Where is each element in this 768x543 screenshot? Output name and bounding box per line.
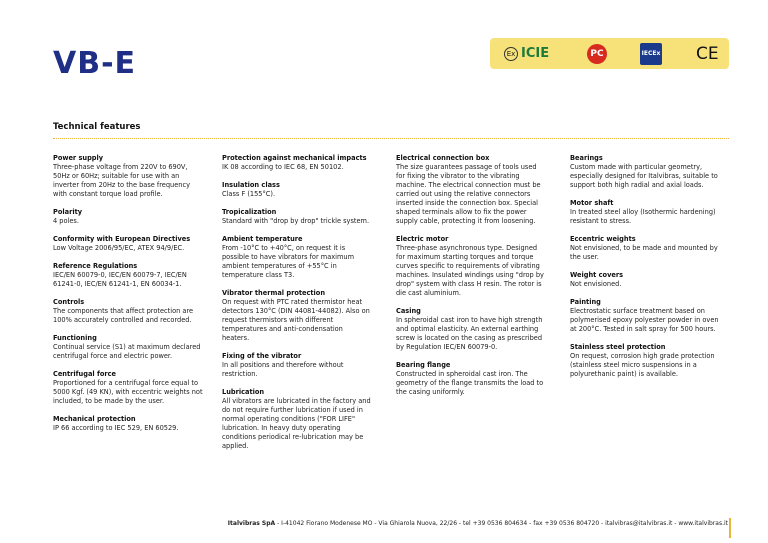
feature-text: The components that affect protection are 100% accurately controlled and recorded. xyxy=(53,307,194,324)
ex-icon: Ex xyxy=(504,47,518,61)
footer-company: Italvibras SpA xyxy=(227,520,276,527)
footer xyxy=(228,520,728,527)
feature-text: From -10°C to +40°C, on request it is possible to have vibrators for maximum ambient temperatures of +55°C in temperature class T3. xyxy=(222,244,355,279)
feature-item xyxy=(53,415,203,433)
feature-title: Reference Regulations xyxy=(53,262,138,270)
pc-icon: PC xyxy=(587,44,607,64)
feature-title: Fixing of the vibrator xyxy=(222,352,302,360)
feature-text: Class F (155°C). xyxy=(222,190,276,198)
feature-item xyxy=(53,334,203,361)
feature-text: IK 08 according to IEC 68, EN 50102. xyxy=(222,163,344,171)
feature-item xyxy=(53,262,203,289)
feature-item xyxy=(222,235,372,280)
footer-contact: - I-41042 Fiorano Modenese MO - Via Ghiarola Nuova, 22/26 - tel +39 0536 804634 - fax +39 0536 804720 - italvibras@italvibras.it - www.italvibras.it xyxy=(275,520,728,527)
feature-text: Low Voltage 2006/95/EC, ATEX 94/9/EC. xyxy=(53,244,185,252)
feature-title: Protection against mechanical impacts xyxy=(222,154,367,162)
feature-title: Conformity with European Directives xyxy=(53,235,191,243)
feature-item xyxy=(53,235,203,253)
feature-item xyxy=(222,388,372,451)
iecex-icon: IECEx xyxy=(640,43,662,65)
feature-text: On request with PTC rated thermistor heat detectors 130°C (DIN 44081-44082). Also on request thermistors with different temperatures and anti-condensation heaters. xyxy=(222,298,370,342)
feature-title: Tropicalization xyxy=(222,208,277,216)
feature-title: Weight covers xyxy=(570,271,624,279)
feature-item xyxy=(396,307,546,352)
section-title: Technical features xyxy=(53,122,141,132)
pc-mark xyxy=(587,38,607,69)
feature-title: Mechanical protection xyxy=(53,415,136,423)
feature-title: Electrical connection box xyxy=(396,154,490,162)
feature-title: Eccentric weights xyxy=(570,235,636,243)
ce-icon: CE xyxy=(696,43,719,64)
feature-item xyxy=(570,343,720,379)
feature-text: IEC/EN 60079-0, IEC/EN 60079-7, IEC/EN 61241-0, IEC/EN 61241-1, EN 60034-1. xyxy=(53,271,187,288)
feature-item xyxy=(570,154,720,190)
feature-text: In spheroidal cast iron to have high strength and optimal elasticity. An external earthing screw is located on the casing as prescribed by Regulation IEC/EN 60079-0. xyxy=(396,316,543,351)
feature-title: Controls xyxy=(53,298,85,306)
footer-accent-bar xyxy=(729,518,731,538)
column-3 xyxy=(396,154,546,406)
iecex-mark xyxy=(640,38,662,69)
feature-text: All vibrators are lubricated in the factory and do not require further lubrication if used in normal operating conditions ("FOR LIFE" lubrication. In heavy duty operating conditions periodical re-lubrication may be applied. xyxy=(222,397,371,450)
feature-item xyxy=(396,154,546,226)
feature-title: Vibrator thermal protection xyxy=(222,289,326,297)
feature-item xyxy=(570,199,720,226)
feature-item xyxy=(222,181,372,199)
feature-item xyxy=(53,370,203,406)
feature-title: Electric motor xyxy=(396,235,449,243)
feature-title: Power supply xyxy=(53,154,104,162)
feature-item xyxy=(222,154,372,172)
feature-text: In all positions and therefore without restriction. xyxy=(222,361,344,378)
feature-item xyxy=(222,352,372,379)
feature-title: Stainless steel protection xyxy=(570,343,666,351)
feature-title: Motor shaft xyxy=(570,199,614,207)
feature-text: IP 66 according to IEC 529, EN 60529. xyxy=(53,424,179,432)
certification-bar xyxy=(490,38,729,69)
feature-title: Bearing flange xyxy=(396,361,451,369)
column-1 xyxy=(53,154,203,442)
feature-text: On request, corrosion high grade protection (stainless steel micro suspensions in a polyurethanic paint) is available. xyxy=(570,352,715,378)
feature-item xyxy=(53,208,203,226)
feature-title: Bearings xyxy=(570,154,603,162)
feature-text: In treated steel alloy (Isothermic hardening) resistant to stress. xyxy=(570,208,716,225)
feature-text: Custom made with particular geometry, especially designed for Italvibras, suitable to support both high radial and axial loads. xyxy=(570,163,718,189)
icie-logo: ICIE xyxy=(521,46,550,61)
column-4 xyxy=(570,154,720,388)
ce-mark xyxy=(696,38,719,69)
feature-text: 4 poles. xyxy=(53,217,79,225)
feature-title: Polarity xyxy=(53,208,83,216)
feature-item xyxy=(570,235,720,262)
column-2 xyxy=(222,154,372,460)
feature-text: Continual service (S1) at maximum declared centrifugal force and electric power. xyxy=(53,343,201,360)
feature-text: Standard with "drop by drop" trickle system. xyxy=(222,217,370,225)
feature-title: Insulation class xyxy=(222,181,280,189)
feature-text: Three-phase asynchronous type. Designed for maximum starting torques and torque curves specific to requirements of vibrating machines. Insulated windings using "drop by drop" system with class H resin. The rotor is die cast aluminium. xyxy=(396,244,544,297)
feature-text: Proportioned for a centrifugal force equal to 5000 Kgf. (49 KN), with eccentric weights not included, to be made by the user. xyxy=(53,379,203,405)
feature-text: The size guarantees passage of tools used for fixing the vibrator to the vibrating machine. The electrical connection must be carried out using the relative connectors inserted inside the connection box. Special shaped terminals allow to fix the power supply cable, protecting it from loosening. xyxy=(396,163,541,225)
atex-ex-mark xyxy=(504,38,549,69)
feature-text: Electrostatic surface treatment based on polymerised epoxy polyester powder in oven at 200°C. Tested in salt spray for 500 hours. xyxy=(570,307,719,333)
divider xyxy=(53,138,729,139)
feature-item xyxy=(222,289,372,343)
feature-item xyxy=(570,271,720,289)
feature-text: Constructed in spheroidal cast iron. The geometry of the flange transmits the load to the casing uniformly. xyxy=(396,370,544,396)
feature-item xyxy=(396,235,546,298)
feature-text: Three-phase voltage from 220V to 690V, 50Hz or 60Hz; suitable for use with an inverter from 20Hz to the base frequency with constant torque load profile. xyxy=(53,163,190,198)
feature-item xyxy=(222,208,372,226)
feature-title: Ambient temperature xyxy=(222,235,303,243)
feature-item xyxy=(570,298,720,334)
feature-text: Not envisioned, to be made and mounted by the user. xyxy=(570,244,718,261)
feature-text: Not envisioned. xyxy=(570,280,622,288)
feature-title: Painting xyxy=(570,298,601,306)
feature-title: Centrifugal force xyxy=(53,370,116,378)
product-logo: VB-E xyxy=(53,46,137,81)
feature-title: Functioning xyxy=(53,334,97,342)
feature-title: Casing xyxy=(396,307,421,315)
feature-title: Lubrication xyxy=(222,388,265,396)
feature-item xyxy=(53,154,203,199)
feature-item xyxy=(53,298,203,325)
feature-item xyxy=(396,361,546,397)
